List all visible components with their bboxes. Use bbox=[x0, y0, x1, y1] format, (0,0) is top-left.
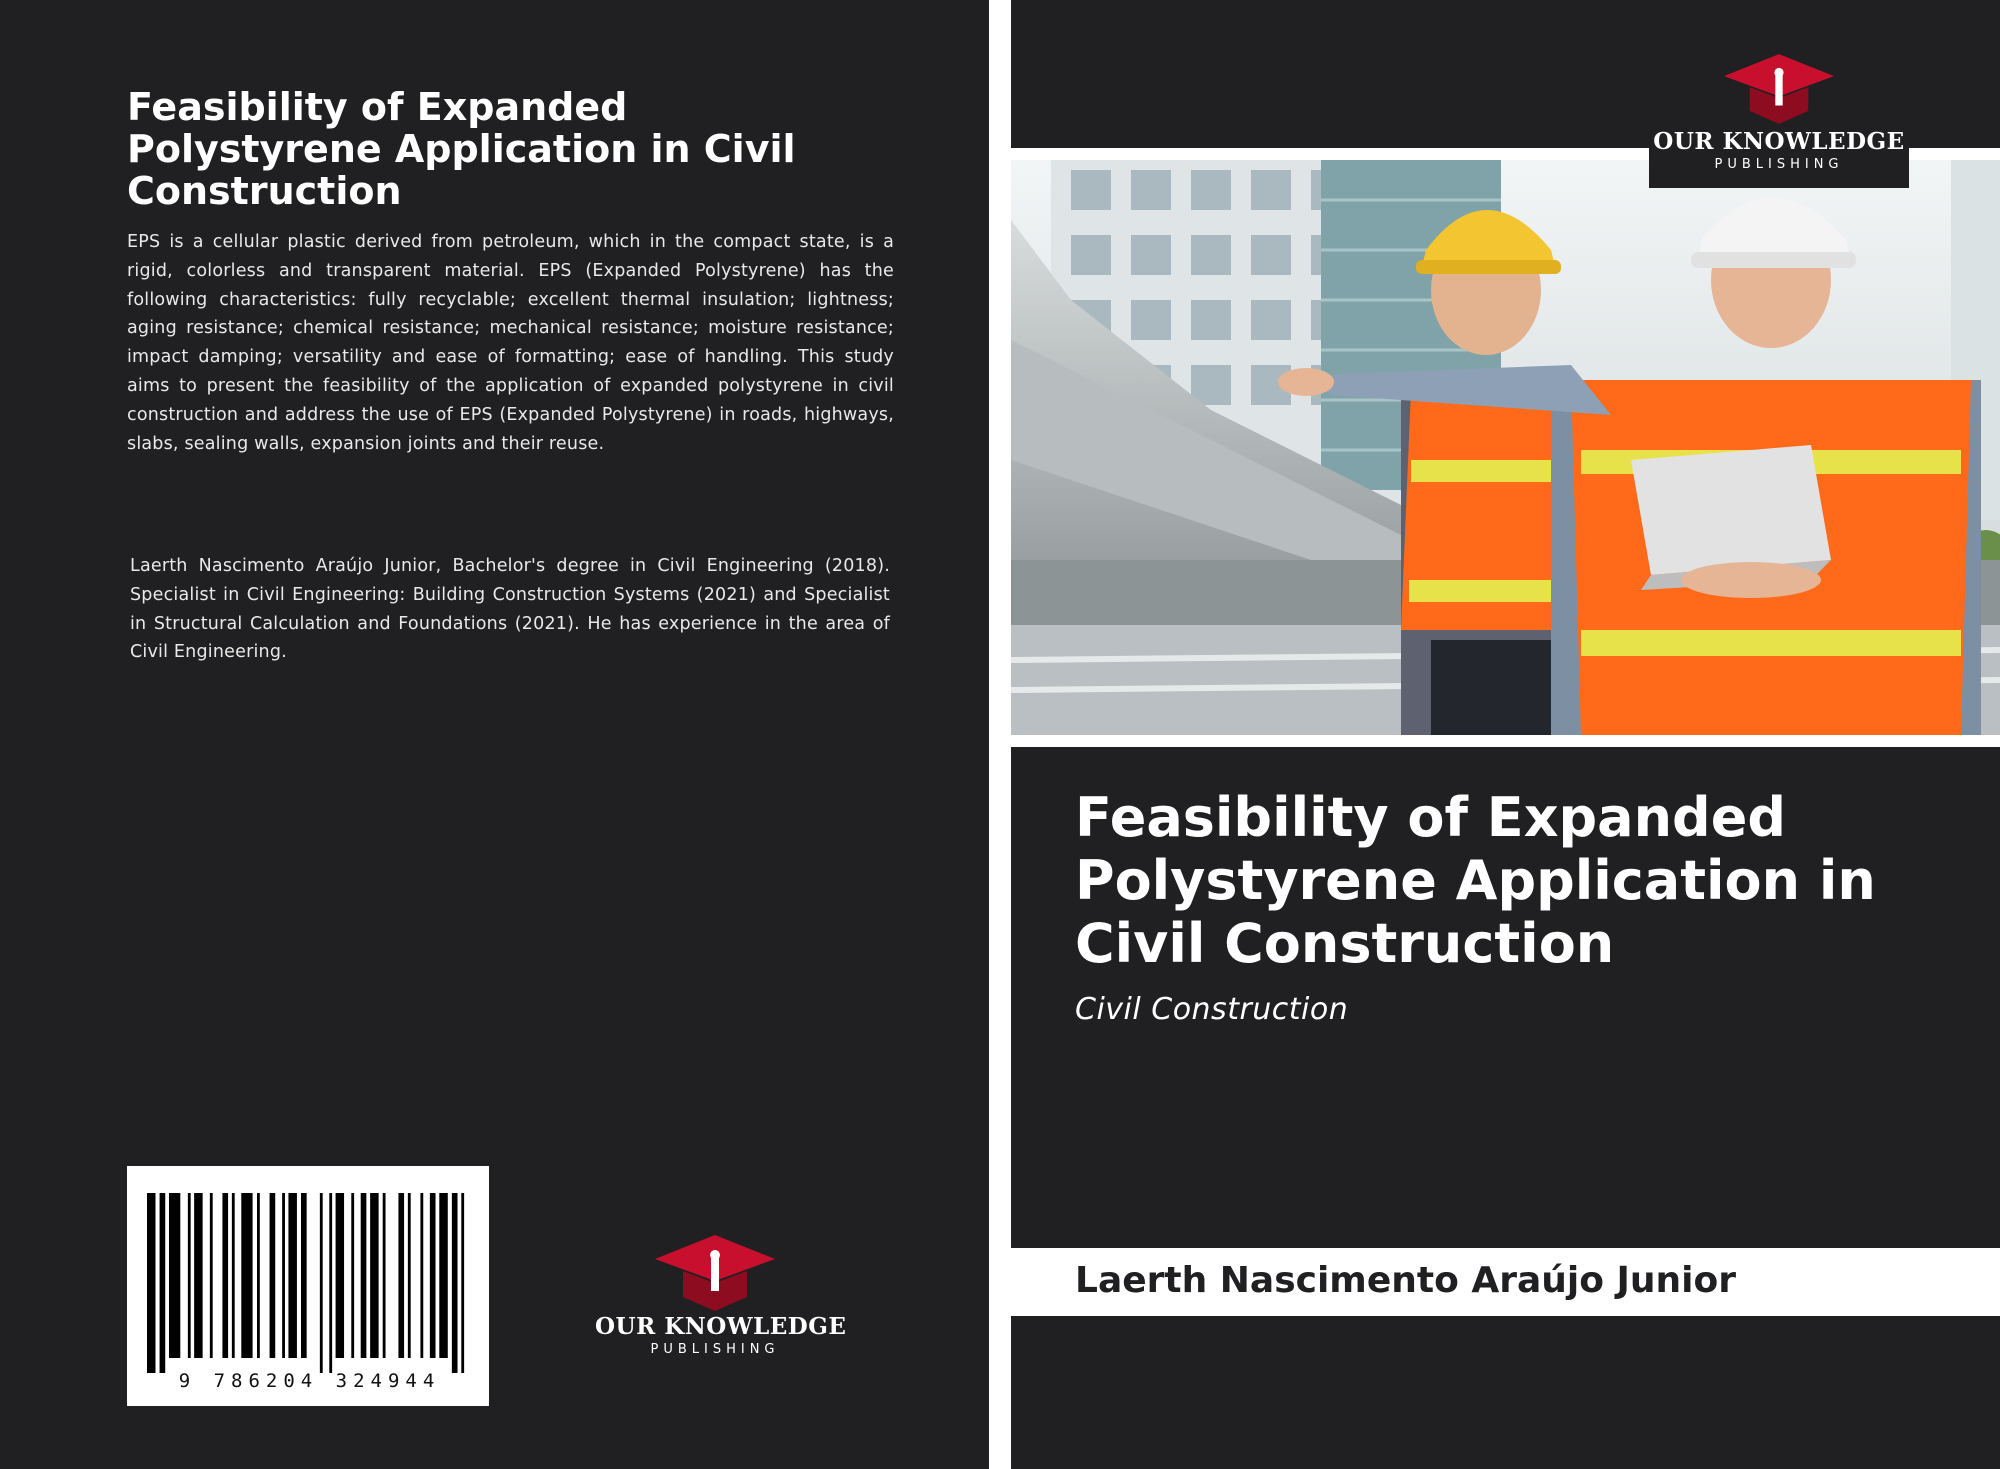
publisher-sub: PUBLISHING bbox=[1714, 157, 1844, 172]
barcode-bar bbox=[241, 1193, 252, 1358]
barcode-bar bbox=[320, 1193, 323, 1373]
barcode-bar bbox=[430, 1193, 436, 1358]
isbn-barcode bbox=[127, 1166, 489, 1406]
barcode-bar bbox=[282, 1193, 285, 1358]
barcode-bar bbox=[420, 1193, 423, 1358]
publisher-sub: PUBLISHING bbox=[650, 1342, 780, 1357]
barcode-bar bbox=[232, 1193, 235, 1358]
barcode-bar bbox=[370, 1193, 378, 1358]
barcode-bar bbox=[169, 1193, 180, 1358]
graduation-cap-icon bbox=[655, 1235, 775, 1311]
barcode-bar bbox=[329, 1193, 332, 1373]
graduation-cap-icon bbox=[1724, 54, 1834, 124]
barcode-digits: 9 786204 324944 bbox=[178, 1370, 441, 1392]
barcode-icon bbox=[147, 1193, 477, 1373]
spine-gap bbox=[989, 0, 1011, 1469]
publisher-name: OUR KNOWLEDGE bbox=[1653, 128, 1905, 155]
barcode-bar bbox=[160, 1193, 166, 1373]
book-title: Feasibility of Expanded Polystyrene Application in Civil Construction bbox=[1075, 786, 1876, 975]
barcode-bar bbox=[188, 1193, 191, 1358]
back-cover-blurb: EPS is a cellular plastic derived from petroleum, which in the compact state, is a rigid, colorless and transparent material. EPS (Expanded Polystyrene) has the following characteristics: fully recyclable; excellent thermal insulation; lightness; aging resistance; chemical resistance; mechanical resistance; moisture resistance; impact damping; versatility and ease of formatting; ease of handling. This study aims to present the feasibility of the application of expanded polystyrene in civil construction and address the use of EPS (Expanded Polystyrene) in roads, highways, slabs, sealing walls, expansion joints and their reuse. bbox=[127, 232, 894, 454]
barcode-bar bbox=[351, 1193, 354, 1358]
barcode-bar bbox=[288, 1193, 296, 1358]
author-band bbox=[1011, 1248, 2000, 1316]
barcode-bar bbox=[147, 1193, 155, 1373]
barcode-bar bbox=[452, 1193, 458, 1373]
barcode-bar bbox=[361, 1193, 367, 1358]
barcode-bar bbox=[210, 1193, 213, 1358]
publisher-logo-front bbox=[1649, 54, 1909, 172]
barcode-bar bbox=[336, 1193, 344, 1358]
publisher-name: OUR KNOWLEDGE bbox=[595, 1313, 847, 1340]
back-cover-title: Feasibility of Expanded Polystyrene Application in Civil Construction bbox=[127, 85, 796, 213]
front-cover bbox=[1011, 0, 2000, 1469]
publisher-logo-back bbox=[595, 1235, 847, 1357]
barcode-bar bbox=[398, 1193, 404, 1358]
barcode-bar bbox=[257, 1193, 260, 1358]
engineers-photo-icon bbox=[1011, 160, 2000, 735]
barcode-bar bbox=[383, 1193, 386, 1358]
book-subtitle: Civil Construction bbox=[1075, 992, 1349, 1027]
back-cover bbox=[0, 0, 989, 1469]
barcode-bar bbox=[301, 1193, 307, 1358]
barcode-bar bbox=[222, 1193, 228, 1358]
barcode-bar bbox=[408, 1193, 411, 1358]
barcode-bar bbox=[194, 1193, 202, 1358]
barcode-bar bbox=[270, 1193, 276, 1358]
book-author: Laerth Nascimento Araújo Junior bbox=[1075, 1260, 1736, 1301]
author-bio: Laerth Nascimento Araújo Junior, Bachelor's degree in Civil Engineering (2018). Specialist in Civil Engineering: Building Construction Systems (2021) and Specialist in Structural Calculation and Foundations (2021). He has experience in the area of Civil Engineering. bbox=[130, 556, 890, 663]
photo-border-bottom bbox=[1011, 735, 2000, 747]
barcode-bar bbox=[461, 1193, 464, 1373]
barcode-bar bbox=[439, 1193, 447, 1358]
